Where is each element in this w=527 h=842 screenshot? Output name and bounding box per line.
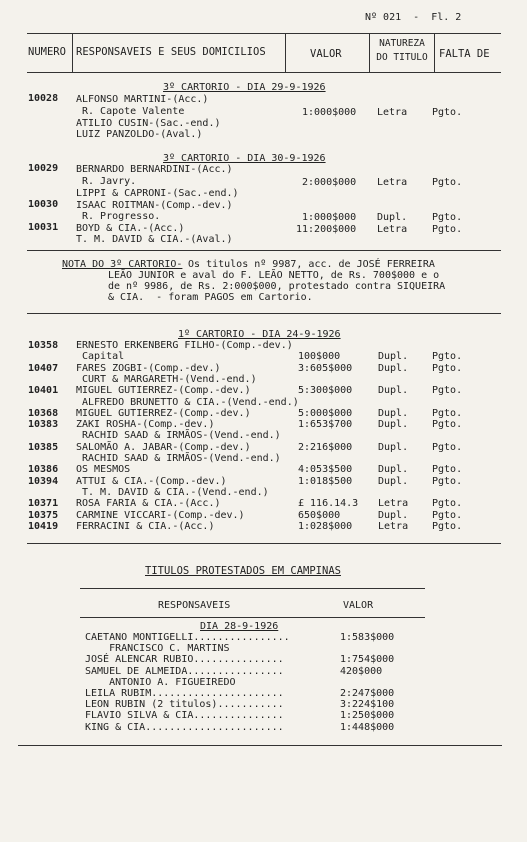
protest-reason: Pgto. bbox=[432, 107, 463, 118]
title-value: 11:200$000 bbox=[296, 224, 357, 235]
title-type: Dupl. bbox=[378, 351, 409, 363]
title-value: 1:028$000 bbox=[298, 520, 353, 532]
title-number: 10394 bbox=[28, 475, 59, 487]
title-value: 1:000$000 bbox=[302, 107, 357, 118]
protest-reason: Pgto. bbox=[432, 509, 463, 521]
protest-reason: Pgto. bbox=[432, 177, 463, 188]
campinas-col-valor: VALOR bbox=[343, 600, 374, 611]
title-number: 10375 bbox=[28, 509, 59, 521]
title-value: 1:018$500 bbox=[298, 475, 353, 487]
title-type: Letra bbox=[378, 498, 409, 510]
protest-reason: Pgto. bbox=[432, 464, 463, 476]
responsible-name: ROSA FARIA & CIA.-(Acc.) bbox=[76, 498, 221, 510]
title-value: 1:653$700 bbox=[298, 419, 353, 431]
protest-reason: Pgto. bbox=[432, 224, 463, 235]
title-value: 4:053$500 bbox=[298, 464, 353, 476]
responsible-name: ATTUI & CIA.-(Comp.-dev.) bbox=[76, 475, 227, 487]
campinas-value: 1:250$000 bbox=[340, 710, 395, 722]
col-falta-header: FALTA DE bbox=[439, 48, 490, 60]
title-number: 10368 bbox=[28, 407, 59, 419]
protest-reason: Pgto. bbox=[432, 407, 463, 419]
campinas-responsible: CAETANO MONTIGELLI................ bbox=[85, 632, 290, 643]
title-value: 2:000$000 bbox=[302, 177, 357, 188]
title-type: Letra bbox=[377, 107, 408, 118]
responsible-name: MIGUEL GUTIERREZ-(Comp.-dev.) bbox=[76, 385, 251, 397]
title-type: Dupl. bbox=[378, 464, 409, 476]
responsible-name: T. M. DAVID & CIA.-(Vend.-end.) bbox=[82, 486, 269, 498]
column-divider bbox=[285, 34, 286, 72]
table-top-rule bbox=[27, 33, 501, 34]
section-heading: 1º CARTORIO - DIA 24-9-1926 bbox=[178, 329, 341, 340]
responsible-name: FERRACINI & CIA.-(Acc.) bbox=[76, 520, 215, 532]
col-valor-header: VALOR bbox=[310, 48, 342, 60]
title-number: 10031 bbox=[28, 222, 59, 233]
protest-reason: Pgto. bbox=[432, 441, 463, 453]
protest-reason: Pgto. bbox=[432, 520, 463, 532]
note-text: & CIA. - foram PAGOS em Cartorio. bbox=[108, 292, 313, 303]
responsible-name: RACHID SAAD & IRMÃOS-(Vend.-end.) bbox=[82, 453, 281, 464]
protest-reason: Pgto. bbox=[432, 385, 463, 397]
col-responsaveis-header: RESPONSAVEIS E SEUS DOMICILIOS bbox=[76, 46, 266, 58]
campinas-responsible: SAMUEL DE ALMEIDA................ bbox=[85, 665, 284, 677]
title-type: Dupl. bbox=[378, 509, 409, 521]
note-text: Os titulos nº 9987, acc. de JOSÉ FERREIRA bbox=[182, 259, 435, 270]
responsible-name: BOYD & CIA.-(Acc.) bbox=[76, 223, 185, 234]
column-divider bbox=[369, 34, 370, 72]
title-type: Dupl. bbox=[378, 407, 409, 419]
campinas-responsible: FRANCISCO C. MARTINS bbox=[85, 643, 230, 655]
campinas-value: 2:247$000 bbox=[340, 688, 395, 699]
title-value: 1:000$000 bbox=[302, 212, 357, 223]
table-bottom-rule bbox=[27, 543, 501, 544]
protest-reason: Pgto. bbox=[432, 212, 463, 223]
responsible-name: ATILIO CUSIN-(Sac.-end.) bbox=[76, 118, 221, 129]
note-text: LEÃO JUNIOR e aval do F. LEÃO NETTO, de Rs. 700$000 e o bbox=[108, 270, 440, 281]
section-heading: 3º CARTORIO - DIA 29-9-1926 bbox=[163, 82, 326, 93]
title-type: Letra bbox=[378, 520, 409, 532]
section-rule bbox=[27, 250, 501, 251]
responsible-name: OS MESMOS bbox=[76, 464, 131, 476]
title-number: 10030 bbox=[28, 199, 59, 210]
page-bottom-rule bbox=[18, 745, 502, 746]
responsible-name: FARES ZOGBI-(Comp.-dev.) bbox=[76, 362, 221, 374]
title-number: 10407 bbox=[28, 362, 59, 374]
responsible-name: MIGUEL GUTIERREZ-(Comp.-dev.) bbox=[76, 407, 251, 419]
address: R. Javry. bbox=[82, 176, 137, 187]
responsible-name: ALFONSO MARTINI-(Acc.) bbox=[76, 94, 209, 105]
address: R. Capote Valente bbox=[82, 106, 185, 117]
responsible-name: LIPPI & CAPRONI-(Sac.-end.) bbox=[76, 188, 239, 199]
title-value: 2:216$000 bbox=[298, 441, 353, 453]
campinas-value: 420$000 bbox=[340, 665, 383, 677]
note-label: NOTA DO 3º CARTORIO- bbox=[62, 259, 183, 270]
campinas-value: 1:448$000 bbox=[340, 721, 395, 733]
campinas-responsible: JOSÉ ALENCAR RUBIO............... bbox=[85, 654, 284, 666]
title-type: Dupl. bbox=[377, 212, 408, 223]
campinas-value: 1:583$000 bbox=[340, 632, 395, 643]
title-number: 10371 bbox=[28, 498, 59, 510]
title-type: Dupl. bbox=[378, 419, 409, 431]
title-value: 100$000 bbox=[298, 351, 341, 363]
campinas-day-heading: DIA 28-9-1926 bbox=[200, 621, 279, 632]
title-value: 3:605$000 bbox=[298, 362, 353, 374]
responsible-name: SALOMÃO A. JABAR-(Comp.-dev.) bbox=[76, 441, 251, 453]
responsible-name: CURT & MARGARETH-(Vend.-end.) bbox=[82, 373, 257, 385]
campinas-title: TITULOS PROTESTADOS EM CAMPINAS bbox=[145, 565, 341, 577]
title-number: 10358 bbox=[28, 340, 59, 351]
protest-reason: Pgto. bbox=[432, 419, 463, 431]
title-type: Dupl. bbox=[378, 385, 409, 397]
responsible-name: ERNESTO ERKENBERG FILHO-(Comp.-dev.) bbox=[76, 340, 293, 351]
section-heading: 3º CARTORIO - DIA 30-9-1926 bbox=[163, 153, 326, 164]
title-value: £ 116.14.3 bbox=[298, 498, 359, 510]
title-value: 650$000 bbox=[298, 509, 341, 521]
protest-reason: Pgto. bbox=[432, 498, 463, 510]
table-header-rule bbox=[27, 72, 501, 73]
protest-reason: Pgto. bbox=[432, 475, 463, 487]
campinas-value: 1:754$000 bbox=[340, 654, 395, 666]
title-type: Dupl. bbox=[378, 475, 409, 487]
responsible-name: Capital bbox=[82, 351, 125, 363]
column-divider bbox=[434, 34, 435, 72]
col-natureza-header: NATUREZA DO TITULO bbox=[376, 38, 428, 63]
campinas-col-responsaveis: RESPONSAVEIS bbox=[158, 600, 231, 611]
responsible-name: ALFREDO BRUNETTO & CIA.-(Vend.-end.) bbox=[82, 396, 299, 408]
campinas-responsible: FLAVIO SILVA & CIA............... bbox=[85, 710, 284, 722]
title-number: 10383 bbox=[28, 419, 59, 431]
responsible-name: ZAKI ROSHA-(Comp.-dev.) bbox=[76, 419, 215, 431]
col-numero-header: NUMERO bbox=[28, 46, 66, 58]
note-text: de nº 9986, de Rs. 2:000$000, protestado contra SIQUEIRA bbox=[108, 281, 446, 292]
responsible-name: LUIZ PANZOLDO-(Aval.) bbox=[76, 129, 203, 140]
title-value: 5:000$000 bbox=[298, 407, 353, 419]
title-type: Letra bbox=[377, 177, 408, 188]
campinas-header-rule bbox=[80, 617, 425, 618]
responsible-name: ISAAC ROITMAN-(Comp.-dev.) bbox=[76, 200, 233, 211]
page-reference: Nº 021 - Fl. 2 bbox=[365, 12, 462, 23]
title-type: Dupl. bbox=[378, 362, 409, 374]
section-rule bbox=[27, 313, 501, 314]
campinas-top-rule bbox=[80, 588, 425, 589]
protest-reason: Pgto. bbox=[432, 351, 463, 363]
campinas-responsible: LEON RUBIN (2 titulos)........... bbox=[85, 699, 284, 711]
responsible-name: RACHID SAAD & IRMÃOS-(Vend.-end.) bbox=[82, 430, 281, 442]
protest-reason: Pgto. bbox=[432, 362, 463, 374]
title-number: 10029 bbox=[28, 163, 59, 174]
campinas-responsible: KING & CIA....................... bbox=[85, 721, 284, 733]
title-number: 10028 bbox=[28, 93, 59, 104]
title-number: 10401 bbox=[28, 385, 59, 397]
responsible-name: T. M. DAVID & CIA.-(Aval.) bbox=[76, 234, 233, 245]
title-type: Letra bbox=[377, 224, 408, 235]
campinas-responsible: ANTONIO A. FIGUEIREDO bbox=[85, 676, 236, 688]
title-number: 10385 bbox=[28, 441, 59, 453]
campinas-value: 3:224$100 bbox=[340, 699, 395, 711]
title-number: 10419 bbox=[28, 520, 59, 532]
campinas-responsible: LEILA RUBIM...................... bbox=[85, 688, 284, 699]
responsible-name: CARMINE VICCARI-(Comp.-dev.) bbox=[76, 509, 245, 521]
title-value: 5:300$000 bbox=[298, 385, 353, 397]
title-number: 10386 bbox=[28, 464, 59, 476]
address: R. Progresso. bbox=[82, 211, 161, 222]
responsible-name: BERNARDO BERNARDINI-(Acc.) bbox=[76, 164, 233, 175]
column-divider bbox=[72, 34, 73, 72]
title-type: Dupl. bbox=[378, 441, 409, 453]
